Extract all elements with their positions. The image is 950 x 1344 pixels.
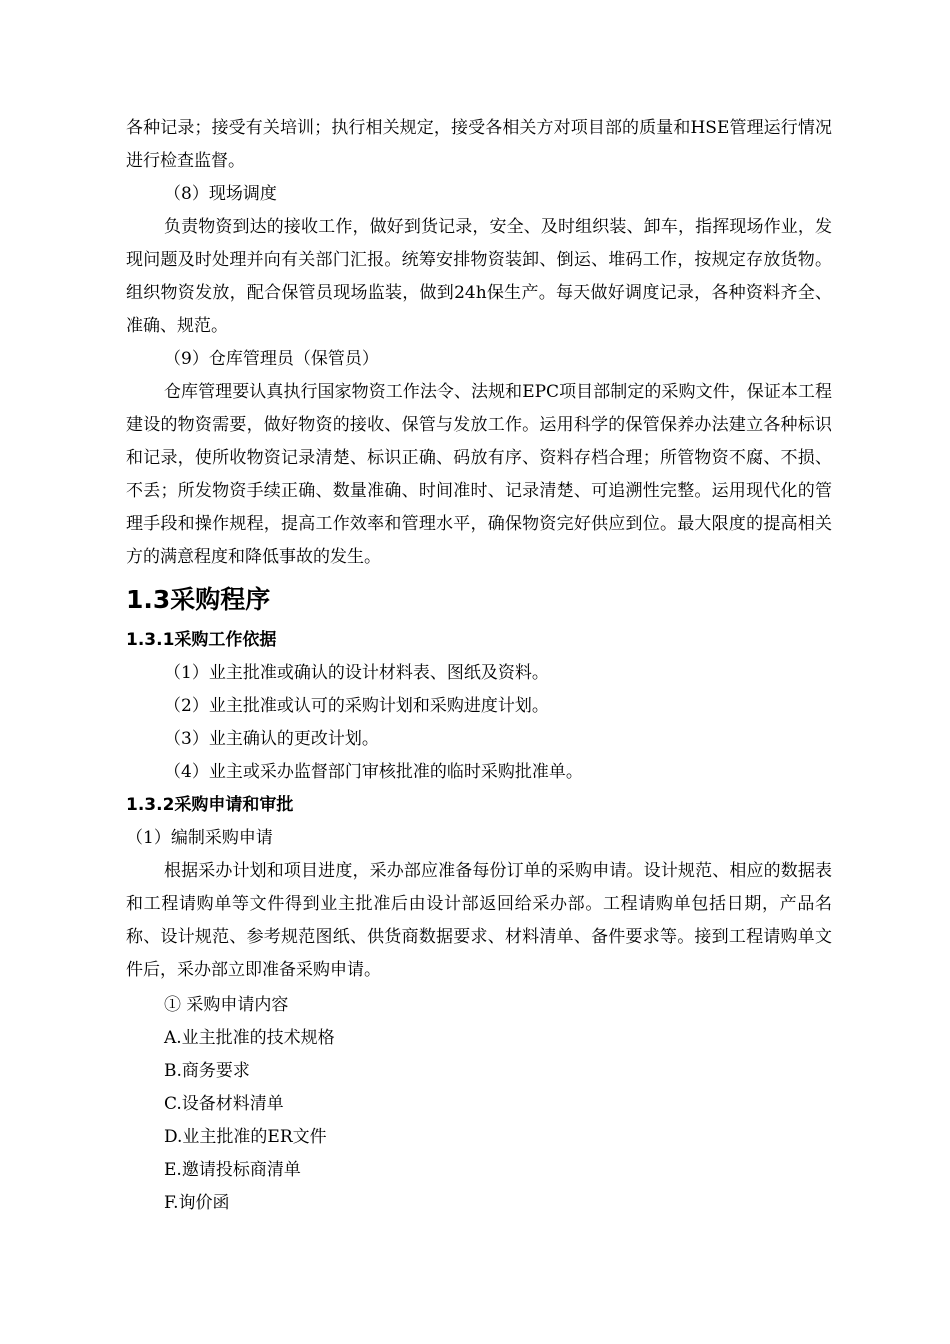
subsection-title-basis: 1.3.1采购工作依据 <box>126 630 277 650</box>
paragraph-continuation: 各种记录；接受有关培训；执行相关规定，接受各相关方对项目部的质量和HSE管理运行情况进行检查监督。 <box>126 118 832 171</box>
page-content <box>126 112 832 1220</box>
list-item: F.询价函 <box>164 1193 230 1213</box>
list-item: E.邀请投标商清单 <box>164 1160 301 1180</box>
list-item: A.业主批准的技术规格 <box>164 1028 335 1048</box>
list-item: B.商务要求 <box>164 1061 250 1081</box>
paragraph-field-dispatch: 负责物资到达的接收工作，做好到货记录，安全、及时组织装、卸车，指挥现场作业，发现问题及时处理并向有关部门汇报。统筹安排物资装卸、倒运、堆码工作，按规定存放货物。组织物资发放，配合保管员现场监装，做到24h保生产。每天做好调度记录，各种资料齐全、准确、规范。 <box>126 217 832 336</box>
list-item: （4）业主或采办监督部门审核批准的临时采购批准单。 <box>164 762 583 782</box>
heading-field-dispatch: （8）现场调度 <box>164 184 277 204</box>
heading-warehouse-keeper: （9）仓库管理员（保管员） <box>164 349 379 369</box>
list-item: D.业主批准的ER文件 <box>164 1127 327 1147</box>
paragraph-request: 根据采办计划和项目进度，采办部应准备每份订单的采购申请。设计规范、相应的数据表和工程请购单等文件得到业主批准后由设计部返回给采办部。工程请购单包括日期，产品名称、设计规范、参考规范图纸、供货商数据要求、材料清单、备件要求等。接到工程请购单文件后，采办部立即准备采购申请。 <box>126 861 832 980</box>
sub-heading-request: （1）编制采购申请 <box>126 828 273 848</box>
list-item: （1）业主批准或确认的设计材料表、图纸及资料。 <box>164 663 549 683</box>
list-item: C.设备材料清单 <box>164 1094 284 1114</box>
paragraph-warehouse-keeper: 仓库管理要认真执行国家物资工作法令、法规和EPC项目部制定的采购文件，保证本工程建设的物资需要，做好物资的接收、保管与发放工作。运用科学的保管保养办法建立各种标识和记录，使所收物资记录清楚、标识正确、码放有序、资料存档合理；所管物资不腐、不损、不丢；所发物资手续正确、数量准确、时间准时、记录清楚、可追溯性完整。运用现代化的管理手段和操作规程，提高工作效率和管理水平，确保物资完好供应到位。最大限度的提高相关方的满意程度和降低事故的发生。 <box>126 382 832 567</box>
list-item: （2）业主批准或认可的采购计划和采购进度计划。 <box>164 696 549 716</box>
list-title-request-content: ① 采购申请内容 <box>164 995 289 1015</box>
list-item: （3）业主确认的更改计划。 <box>164 729 379 749</box>
section-title: 1.3采购程序 <box>126 585 271 614</box>
subsection-title-request: 1.3.2采购申请和审批 <box>126 795 294 815</box>
